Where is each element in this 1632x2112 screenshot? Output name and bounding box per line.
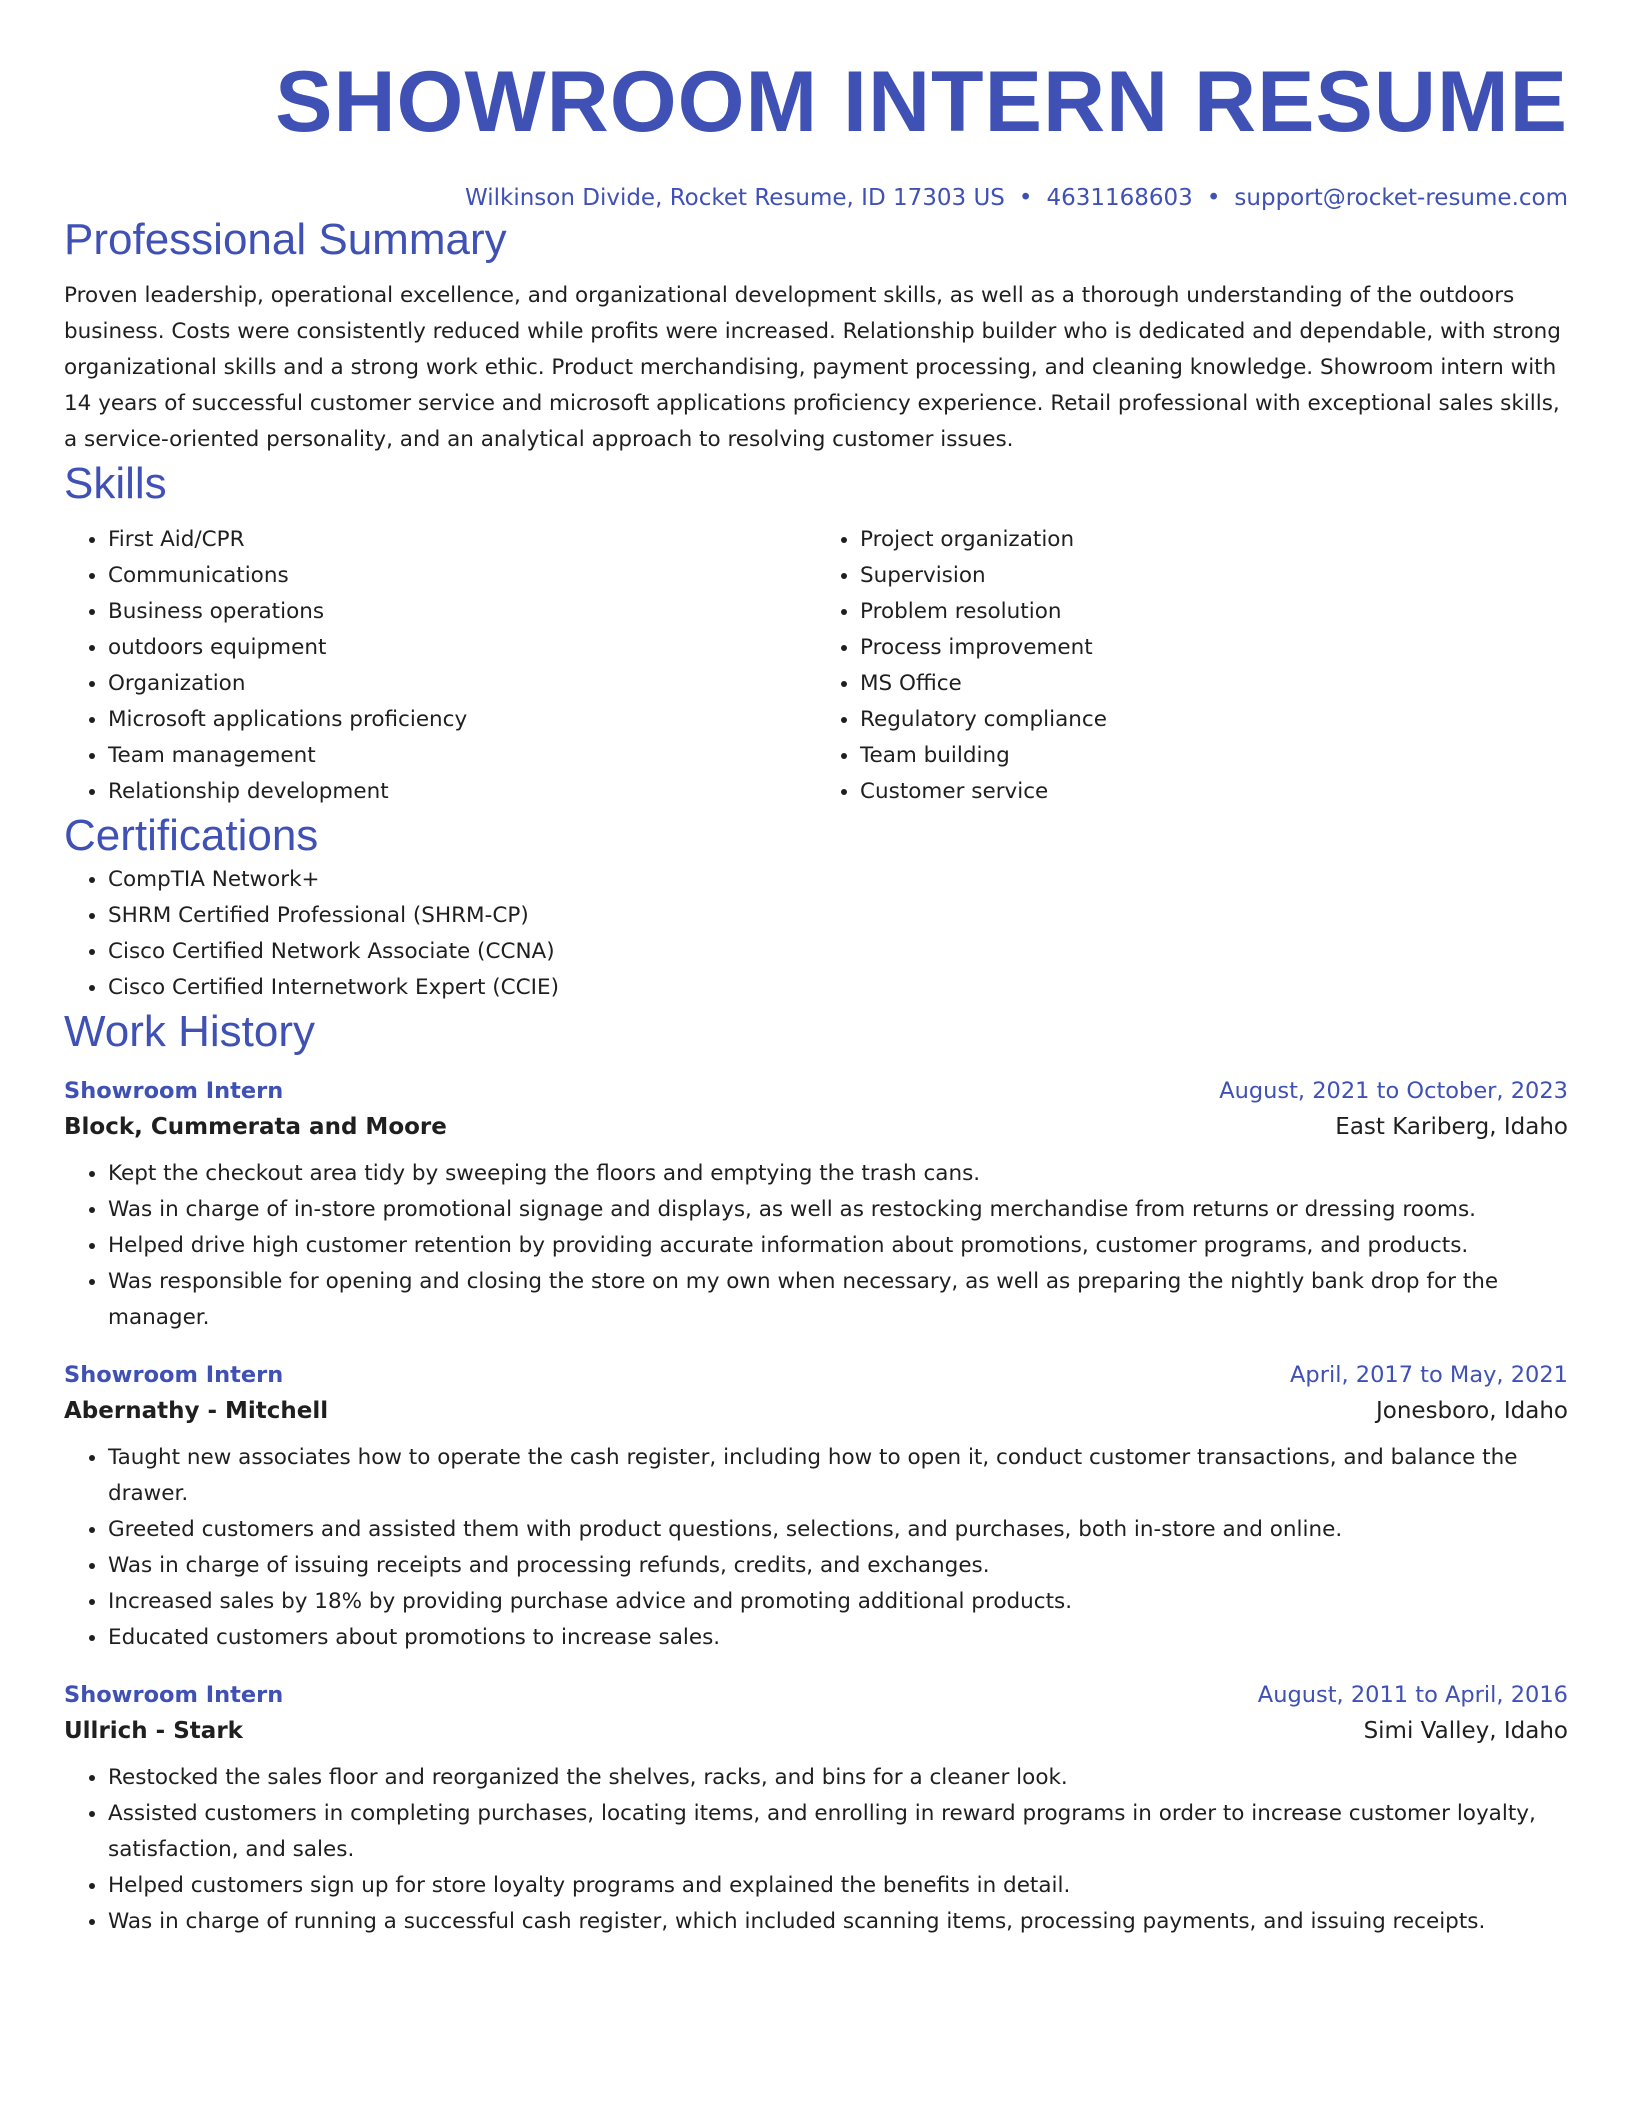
job-company: Abernathy - Mitchell	[64, 1398, 329, 1424]
job-bullet: • Educated customers about promotions to increase sales.	[108, 1620, 1568, 1656]
job-company: Ullrich - Stark	[64, 1718, 243, 1744]
contact-separator: •	[1018, 185, 1033, 211]
contact-separator: •	[1206, 185, 1221, 211]
job-location: East Kariberg, Idaho	[1335, 1114, 1568, 1140]
job-title-row	[64, 1074, 1568, 1108]
job-company: Block, Cummerata and Moore	[64, 1114, 447, 1140]
certifications-heading: Certifications	[64, 811, 319, 860]
skill-item: • Relationship development	[108, 774, 816, 810]
job-bullet: • Restocked the sales floor and reorganized the shelves, racks, and bins for a cleaner look.	[108, 1760, 1568, 1796]
job-entry	[64, 1358, 1568, 1656]
job-location: Jonesboro, Idaho	[1375, 1398, 1568, 1424]
job-company-row	[64, 1392, 1568, 1430]
job-dates: August, 2021 to October, 2023	[1219, 1078, 1568, 1104]
job-company-row	[64, 1712, 1568, 1750]
job-title-row	[64, 1358, 1568, 1392]
resume-title: SHOWROOM INTERN RESUME	[275, 54, 1568, 150]
job-location: Simi Valley, Idaho	[1363, 1718, 1568, 1744]
job-dates: April, 2017 to May, 2021	[1290, 1362, 1568, 1388]
skill-item: • MS Office	[860, 666, 1568, 702]
job-bullet: • Kept the checkout area tidy by sweeping the floors and emptying the trash cans.	[108, 1156, 1568, 1192]
skill-item: • Regulatory compliance	[860, 702, 1568, 738]
job-title: Showroom Intern	[64, 1078, 284, 1104]
skills-list-right	[816, 522, 1568, 810]
summary-text: Proven leadership, operational excellence, and organizational development skills, as well as a thorough understanding of the outdoors business. Costs were consistently reduced while profits were increased. Relationship builder who is dedicated and dependable, with strong organizational skills and a strong work ethic. Product merchandising, payment processing, and cleaning knowledge. Showroom intern with 14 years of successful customer service and microsoft applications proficiency experience. Retail professional with exceptional sales skills, a service-oriented personality, and an analytical approach to resolving customer issues.	[64, 283, 1561, 452]
skill-item: • Microsoft applications proficiency	[108, 702, 816, 738]
certifications-list	[64, 862, 1568, 1006]
contact-phone: 4631168603	[1046, 185, 1193, 211]
job-bullet: • Was in charge of in-store promotional signage and displays, as well as restocking merchandise from returns or dressing rooms.	[108, 1192, 1568, 1228]
job-bullet: • Helped customers sign up for store loyalty programs and explained the benefits in detail.	[108, 1868, 1568, 1904]
job-title-row	[64, 1678, 1568, 1712]
resume-header	[64, 0, 1568, 214]
work-history-heading: Work History	[64, 1007, 315, 1056]
skill-item: • Process improvement	[860, 630, 1568, 666]
job-bullet: • Was responsible for opening and closing the store on my own when necessary, as well as preparing the nightly bank drop for the manager.	[108, 1264, 1568, 1336]
job-entry	[64, 1678, 1568, 1940]
skill-item: • Organization	[108, 666, 816, 702]
job-bullets	[64, 1156, 1568, 1336]
job-bullets	[64, 1440, 1568, 1656]
job-title: Showroom Intern	[64, 1682, 284, 1708]
skills-heading: Skills	[64, 459, 167, 508]
skills-columns	[64, 522, 1568, 810]
skill-item: • Project organization	[860, 522, 1568, 558]
skill-item: • Communications	[108, 558, 816, 594]
job-bullet: • Taught new associates how to operate the cash register, including how to open it, conduct customer transactions, and balance the drawer.	[108, 1440, 1568, 1512]
job-title: Showroom Intern	[64, 1362, 284, 1388]
contact-address: Wilkinson Divide, Rocket Resume, ID 17303 US	[464, 185, 1005, 211]
job-bullet: • Was in charge of issuing receipts and processing refunds, credits, and exchanges.	[108, 1548, 1568, 1584]
job-bullet: • Assisted customers in completing purchases, locating items, and enrolling in reward programs in order to increase customer loyalty, satisfaction, and sales.	[108, 1796, 1568, 1868]
certification-item: • SHRM Certified Professional (SHRM-CP)	[108, 898, 1568, 934]
skill-item: • Team building	[860, 738, 1568, 774]
job-bullet: • Greeted customers and assisted them with product questions, selections, and purchases, both in-store and online.	[108, 1512, 1568, 1548]
job-bullet: • Was in charge of running a successful cash register, which included scanning items, processing payments, and issuing receipts.	[108, 1904, 1568, 1940]
skill-item: • Business operations	[108, 594, 816, 630]
skill-item: • Supervision	[860, 558, 1568, 594]
job-bullet: • Increased sales by 18% by providing purchase advice and promoting additional products.	[108, 1584, 1568, 1620]
job-dates: August, 2011 to April, 2016	[1257, 1682, 1568, 1708]
skill-item: • Team management	[108, 738, 816, 774]
contact-line	[64, 182, 1568, 214]
summary-heading: Professional Summary	[64, 215, 507, 264]
job-bullets	[64, 1760, 1568, 1940]
job-company-row	[64, 1108, 1568, 1146]
certification-item: • CompTIA Network+	[108, 862, 1568, 898]
skill-item: • Problem resolution	[860, 594, 1568, 630]
skill-item: • outdoors equipment	[108, 630, 816, 666]
certification-item: • Cisco Certified Internetwork Expert (CCIE)	[108, 970, 1568, 1006]
job-bullet: • Helped drive high customer retention by providing accurate information about promotions, customer programs, and products.	[108, 1228, 1568, 1264]
certification-item: • Cisco Certified Network Associate (CCNA)	[108, 934, 1568, 970]
skill-item: • Customer service	[860, 774, 1568, 810]
skills-list-left	[64, 522, 816, 810]
skill-item: • First Aid/CPR	[108, 522, 816, 558]
contact-email: support@rocket-resume.com	[1234, 185, 1568, 211]
job-entry	[64, 1074, 1568, 1336]
